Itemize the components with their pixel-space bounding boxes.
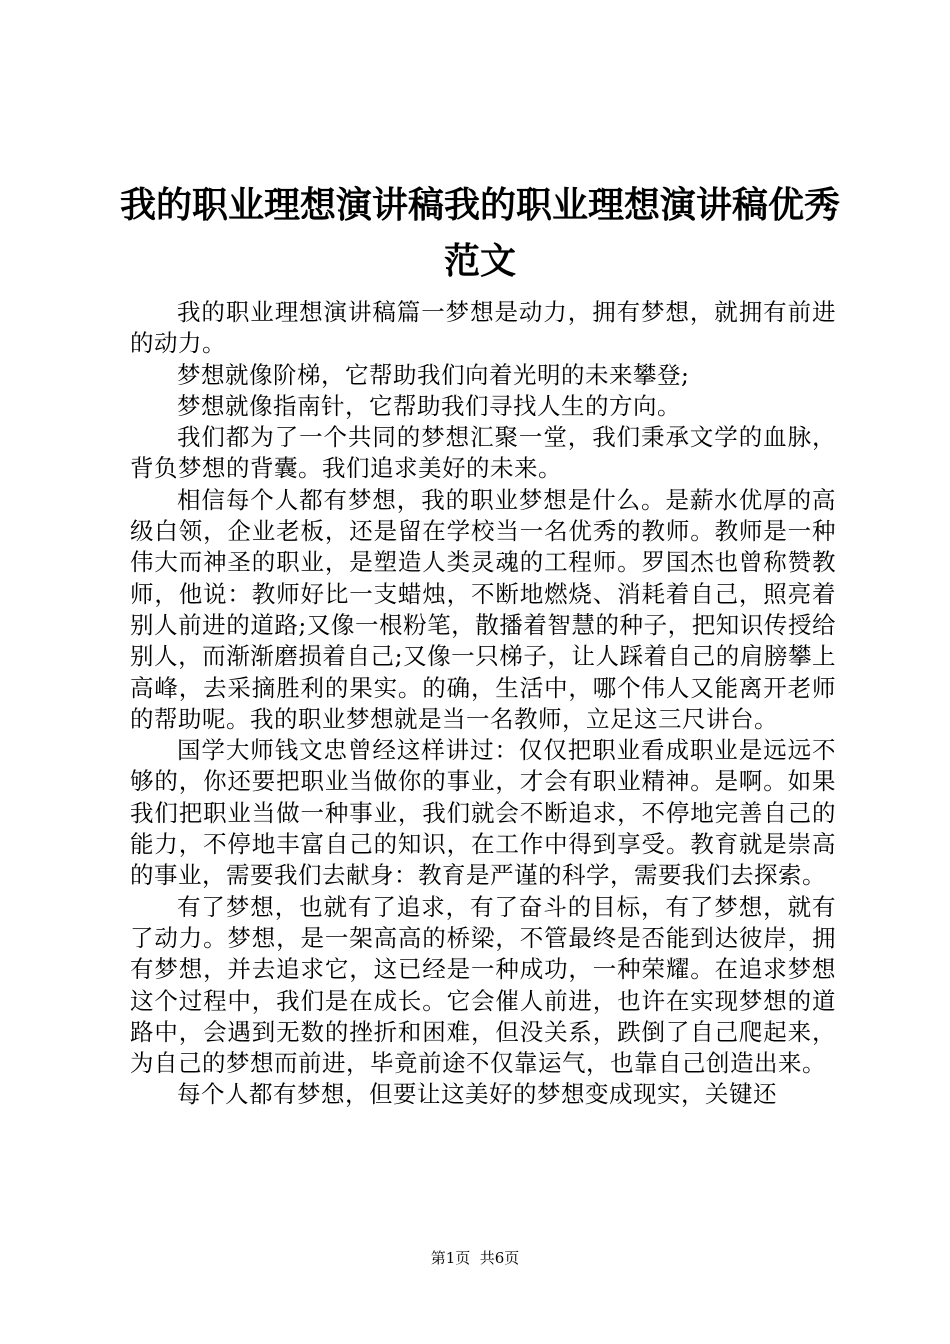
document-body: [130, 297, 836, 1111]
paragraph-5: 相信每个人都有梦想，我的职业梦想是什么。是薪水优厚的高级白领，企业老板，还是留在学校当一名优秀的教师。教师是一种伟大而神圣的职业，是塑造人类灵魂的工程师。罗国杰也曾称赞教师，他说：教师好比一支蜡烛，不断地燃烧、消耗着自己，照亮着别人前进的道路;又像一根粉笔，散播着智慧的种子，把知识传授给别人，而渐渐磨损着自己;又像一只梯子，让人踩着自己的肩膀攀上高峰，去采摘胜利的果实。的确，生活中，哪个伟人又能离开老师的帮助呢。我的职业梦想就是当一名教师，立足这三尺讲台。: [130, 485, 836, 733]
page-footer: [0, 1248, 950, 1268]
paragraph-4: 我们都为了一个共同的梦想汇聚一堂，我们秉承文学的血脉，背负梦想的背囊。我们追求美好的未来。: [130, 423, 836, 483]
paragraph-3: 梦想就像指南针，它帮助我们寻找人生的方向。: [177, 391, 681, 420]
page-indicator: 第1页 共6页: [430, 1249, 520, 1267]
paragraph-7: 有了梦想，也就有了追求，有了奋斗的目标，有了梦想，就有了动力。梦想，是一架高高的桥梁，不管最终是否能到达彼岸，拥有梦想，并去追求它，这已经是一种成功，一种荣耀。在追求梦想这个过程中，我们是在成长。它会催人前进，也许在实现梦想的道路中，会遇到无数的挫折和困难，但没关系，跌倒了自己爬起来，为自己的梦想而前进，毕竟前途不仅靠运气，也靠自己创造出来。: [130, 892, 836, 1078]
paragraph-2: 梦想就像阶梯，它帮助我们向着光明的未来攀登;: [177, 360, 690, 389]
paragraph-1: 我的职业理想演讲稿篇一梦想是动力，拥有梦想，就拥有前进的动力。: [130, 298, 836, 358]
paragraph-8: 每个人都有梦想，但要让这美好的梦想变成现实，关键还: [177, 1080, 777, 1109]
paragraph-6: 国学大师钱文忠曾经这样讲过：仅仅把职业看成职业是远远不够的，你还要把职业当做你的事业，才会有职业精神。是啊。如果我们把职业当做一种事业，我们就会不断追求，不停地完善自己的能力，不停地丰富自己的知识，在工作中得到享受。教育就是崇高的事业，需要我们去献身：教育是严谨的科学，需要我们去探索。: [130, 736, 836, 890]
document-title: 我的职业理想演讲稿我的职业理想演讲稿优秀范文: [120, 185, 841, 282]
